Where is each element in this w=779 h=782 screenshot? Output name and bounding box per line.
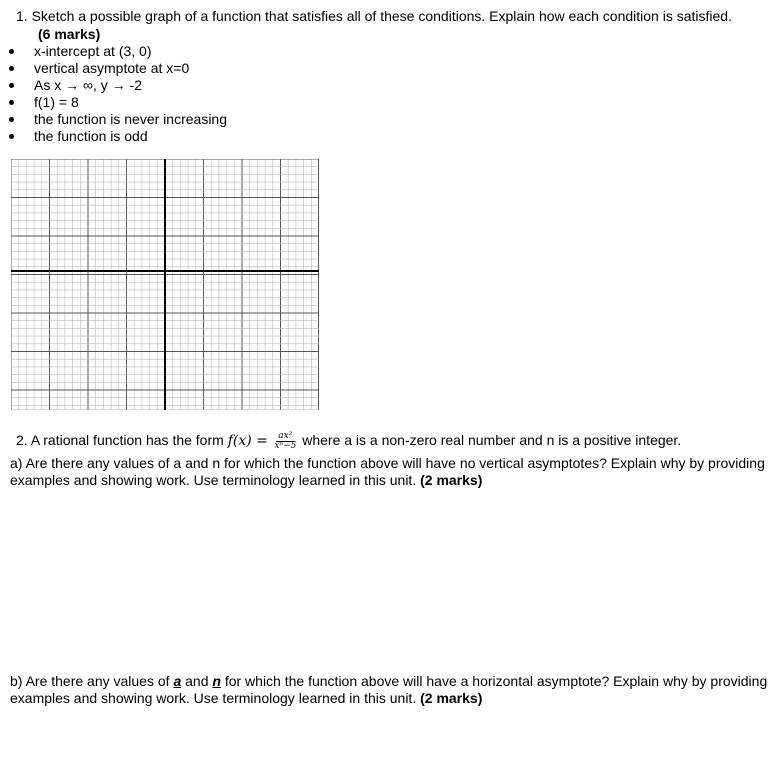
- fraction-denominator: xⁿ−5: [274, 441, 297, 451]
- condition-item: f(1) = 8: [8, 94, 227, 111]
- question-2-intro: [16, 432, 681, 451]
- function-lhs: f(x) =: [227, 433, 273, 450]
- question-1-text: 1. Sketch a possible graph of a function that satisfies all of these conditions. Explain how each condition is satisfied.: [16, 8, 732, 24]
- graph-grid[interactable]: [11, 159, 319, 410]
- part-b: [10, 673, 770, 707]
- part-b-marks: (2 marks): [420, 690, 483, 706]
- part-b-rest: for which the function above will have a horizontal asymptote? Explain why by providing examples and showing work. Use terminology learned in this unit.: [10, 673, 768, 706]
- conditions-list: [8, 43, 227, 145]
- part-b-a: a: [173, 673, 182, 689]
- question-2-intro-end: where a is a non-zero real number and n is a positive integer.: [298, 432, 682, 449]
- condition-item: x-intercept at (3, 0): [8, 43, 227, 60]
- fraction-numerator: ax²: [278, 431, 293, 441]
- question-2-intro-start: 2. A rational function has the form: [16, 432, 228, 449]
- part-a-text: a) Are there any values of a and n for which the function above will have no vertical asymptotes? Explain why by providing examples and showing work. Use terminology learned in this unit.: [10, 455, 765, 488]
- condition-item: the function is odd: [8, 128, 227, 145]
- graph-grid-svg[interactable]: [11, 159, 319, 410]
- condition-item: As x → ∞, y → -2: [8, 77, 227, 94]
- condition-item: vertical asymptote at x=0: [8, 60, 227, 77]
- part-a: [10, 455, 770, 489]
- part-b-n: n: [212, 673, 221, 689]
- part-b-start: b) Are there any values of: [10, 673, 174, 689]
- condition-item: the function is never increasing: [8, 111, 227, 128]
- function-fraction: [274, 432, 296, 451]
- part-b-and: and: [181, 673, 213, 689]
- question-1-marks: (6 marks): [38, 26, 101, 42]
- part-a-marks: (2 marks): [420, 472, 483, 488]
